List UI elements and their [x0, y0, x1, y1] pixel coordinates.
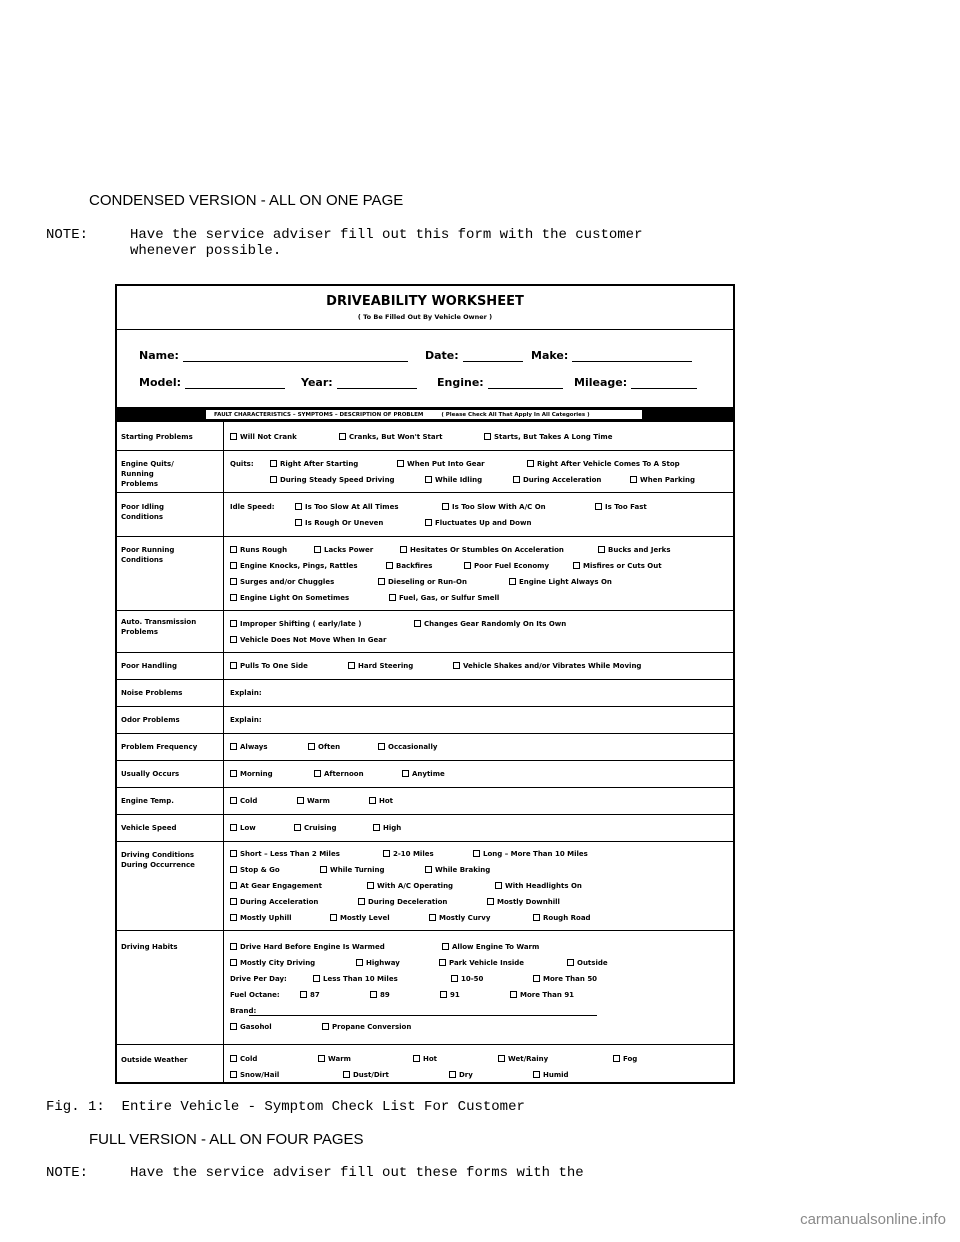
fuel-octane-label: Fuel Octane: [230, 991, 280, 999]
figure-caption: Fig. 1: Entire Vehicle - Symptom Check List For Customer [46, 1099, 525, 1115]
checkbox-option[interactable]: Anytime [402, 769, 445, 780]
checkbox-option[interactable]: Stop & Go [230, 865, 280, 876]
idle-speed-label: Idle Speed: [230, 503, 275, 511]
divider [117, 787, 733, 788]
brand-label: Brand: [230, 1007, 257, 1015]
category-outside-weather: Outside Weather [121, 1056, 188, 1064]
divider [117, 536, 733, 537]
divider [117, 930, 733, 931]
divider [117, 760, 733, 761]
checkbox-option[interactable]: Allow Engine To Warm [442, 942, 539, 953]
checkbox-option[interactable]: Fog [613, 1054, 637, 1065]
checkbox-option[interactable]: Backfires [386, 561, 432, 572]
drive-per-day-label: Drive Per Day: [230, 975, 287, 983]
checkbox-option[interactable]: Short – Less Than 2 Miles [230, 849, 340, 860]
checkbox-option[interactable]: Afternoon [314, 769, 364, 780]
model-field[interactable]: Model: [139, 376, 285, 389]
checkbox-option[interactable]: Snow/Hail [230, 1070, 279, 1081]
category-poor-running: Poor Running Conditions [121, 546, 175, 564]
checkbox-option[interactable]: Wet/Rainy [498, 1054, 548, 1065]
date-field[interactable]: Date: [425, 349, 523, 362]
checkbox-option[interactable]: Vehicle Shakes and/or Vibrates While Moving [453, 661, 641, 672]
checkbox-option[interactable]: Misfires or Cuts Out [573, 561, 662, 572]
checkbox-option[interactable]: During Deceleration [358, 897, 447, 908]
checkbox-option[interactable]: Is Rough Or Uneven [295, 518, 383, 529]
explain-odor-label: Explain: [230, 716, 262, 724]
checkbox-option[interactable]: Gasohol [230, 1022, 272, 1033]
checkbox-option[interactable]: With A/C Operating [367, 881, 453, 892]
column-divider [223, 422, 224, 1082]
checkbox-option[interactable]: While Idling [425, 475, 482, 486]
checkbox-option[interactable]: Runs Rough [230, 545, 287, 556]
note-2-line-1: Have the service adviser fill out these forms with the [130, 1165, 584, 1181]
checkbox-option[interactable]: Poor Fuel Economy [464, 561, 549, 572]
checkbox-option[interactable]: Long – More Than 10 Miles [473, 849, 588, 860]
checkbox-option[interactable]: Low [230, 823, 256, 834]
checkbox-option[interactable]: 10-50 [451, 974, 483, 985]
fault-characteristics-label: FAULT CHARACTERISTICS – SYMPTOMS – DESCRIPTION OF PROBLEM ( Please Check All That Apply In All Categories ) [205, 409, 643, 420]
checkbox-option[interactable]: Cranks, But Won't Start [339, 432, 442, 443]
checkbox-option[interactable]: Warm [318, 1054, 351, 1065]
checkbox-option[interactable]: Fuel, Gas, or Sulfur Smell [389, 593, 499, 604]
checkbox-option[interactable]: Surges and/or Chuggles [230, 577, 334, 588]
quits-label: Quits: [230, 460, 254, 468]
checkbox-option[interactable]: When Put Into Gear [397, 459, 485, 470]
checkbox-option[interactable]: While Braking [425, 865, 490, 876]
checkbox-option[interactable]: Less Than 10 Miles [313, 974, 398, 985]
divider [117, 1044, 733, 1045]
checkbox-option[interactable]: Is Too Slow With A/C On [442, 502, 546, 513]
checkbox-option[interactable]: Is Too Slow At All Times [295, 502, 399, 513]
category-poor-idling: Poor Idling Conditions [121, 503, 165, 521]
year-field[interactable]: Year: [301, 376, 417, 389]
checkbox-option[interactable]: Always [230, 742, 268, 753]
checkbox-option[interactable]: Warm [297, 796, 330, 807]
explain-noise-label: Explain: [230, 689, 262, 697]
checkbox-option[interactable]: Right After Starting [270, 459, 358, 470]
checkbox-option[interactable]: Is Too Fast [595, 502, 647, 513]
category-odor: Odor Problems [121, 716, 180, 724]
checkbox-option[interactable]: Humid [533, 1070, 569, 1081]
checkbox-option[interactable]: Mostly Level [330, 913, 390, 924]
category-poor-handling: Poor Handling [121, 662, 178, 670]
checkbox-option[interactable]: Engine Light On Sometimes [230, 593, 349, 604]
checkbox-option[interactable]: Mostly City Driving [230, 958, 315, 969]
checkbox-option[interactable]: When Parking [630, 475, 695, 486]
checkbox-option[interactable]: Changes Gear Randomly On Its Own [414, 619, 566, 630]
divider [117, 706, 733, 707]
checkbox-option[interactable]: During Acceleration [513, 475, 601, 486]
divider [117, 733, 733, 734]
checkbox-option[interactable]: Highway [356, 958, 400, 969]
checkbox-option[interactable]: Fluctuates Up and Down [425, 518, 531, 529]
checkbox-option[interactable]: With Headlights On [495, 881, 582, 892]
category-driving-conditions: Driving Conditions During Occurrence [121, 851, 195, 869]
category-auto-transmission: Auto. Transmission Problems [121, 618, 197, 636]
checkbox-option[interactable]: 91 [440, 990, 460, 1001]
engine-field[interactable]: Engine: [437, 376, 563, 389]
divider [117, 492, 733, 493]
checkbox-option[interactable]: Morning [230, 769, 273, 780]
checkbox-option[interactable]: Hot [413, 1054, 437, 1065]
checkbox-option[interactable]: Cold [230, 796, 257, 807]
checkbox-option[interactable]: Mostly Curvy [429, 913, 490, 924]
divider [117, 652, 733, 653]
checkbox-option[interactable]: Dieseling or Run-On [378, 577, 467, 588]
checkbox-option[interactable]: 89 [370, 990, 390, 1001]
category-driving-habits: Driving Habits [121, 943, 178, 951]
checkbox-option[interactable]: Occasionally [378, 742, 437, 753]
full-version-heading: FULL VERSION - ALL ON FOUR PAGES [89, 1131, 364, 1148]
checkbox-option[interactable]: Often [308, 742, 340, 753]
checkbox-option[interactable]: Outside [567, 958, 608, 969]
watermark: carmanualsonline.info [800, 1211, 946, 1228]
checkbox-option[interactable]: Will Not Crank [230, 432, 297, 443]
checkbox-option[interactable]: More Than 91 [510, 990, 574, 1001]
checkbox-option[interactable]: Pulls To One Side [230, 661, 308, 672]
checkbox-option[interactable]: Hot [369, 796, 393, 807]
name-field[interactable]: Name: [139, 349, 408, 362]
divider [117, 329, 733, 330]
category-vehicle-speed: Vehicle Speed [121, 824, 177, 832]
category-engine-quits: Engine Quits/ Running Problems [121, 460, 174, 488]
checkbox-option[interactable]: Mostly Uphill [230, 913, 292, 924]
checkbox-option[interactable]: Right After Vehicle Comes To A Stop [527, 459, 680, 470]
note-1-line-1: Have the service adviser fill out this form with the customer [130, 227, 643, 243]
driveability-worksheet [115, 284, 735, 1084]
checkbox-option[interactable]: Cruising [294, 823, 337, 834]
category-noise: Noise Problems [121, 689, 183, 697]
category-usually-occurs: Usually Occurs [121, 770, 180, 778]
category-starting: Starting Problems [121, 433, 193, 441]
condensed-version-heading: CONDENSED VERSION - ALL ON ONE PAGE [89, 192, 404, 209]
checkbox-option[interactable]: Engine Light Always On [509, 577, 612, 588]
checkbox-option[interactable]: Cold [230, 1054, 257, 1065]
checkbox-option[interactable]: Mostly Downhill [487, 897, 560, 908]
checkbox-option[interactable]: At Gear Engagement [230, 881, 322, 892]
mileage-field[interactable]: Mileage: [574, 376, 697, 389]
checkbox-option[interactable]: Drive Hard Before Engine Is Warmed [230, 942, 385, 953]
divider [117, 679, 733, 680]
checkbox-option[interactable]: While Turning [320, 865, 385, 876]
divider [117, 610, 733, 611]
note-2-label: NOTE: [46, 1165, 89, 1181]
note-1-label: NOTE: [46, 227, 89, 243]
checkbox-option[interactable]: More Than 50 [533, 974, 597, 985]
checkbox-option[interactable]: During Acceleration [230, 897, 318, 908]
checkbox-option[interactable]: Starts, But Takes A Long Time [484, 432, 612, 443]
checkbox-option[interactable]: Hard Steering [348, 661, 413, 672]
checkbox-option[interactable]: Dust/Dirt [343, 1070, 389, 1081]
checkbox-option[interactable]: Engine Knocks, Pings, Rattles [230, 561, 358, 572]
checkbox-option[interactable]: Dry [449, 1070, 473, 1081]
brand-input-line[interactable] [249, 1015, 597, 1016]
checkbox-option[interactable]: Park Vehicle Inside [439, 958, 524, 969]
checkbox-option[interactable]: Hesitates Or Stumbles On Acceleration [400, 545, 564, 556]
note-1-line-2: whenever possible. [130, 243, 282, 259]
checkbox-option[interactable]: Propane Conversion [322, 1022, 411, 1033]
checkbox-option[interactable]: Rough Road [533, 913, 591, 924]
divider [117, 814, 733, 815]
worksheet-title: DRIVEABILITY WORKSHEET [326, 294, 524, 309]
checkbox-option[interactable]: Improper Shifting ( early/late ) [230, 619, 361, 630]
checkbox-option[interactable]: 2-10 Miles [383, 849, 434, 860]
checkbox-option[interactable]: Vehicle Does Not Move When In Gear [230, 635, 386, 646]
category-engine-temp: Engine Temp. [121, 797, 174, 805]
checkbox-option[interactable]: During Steady Speed Driving [270, 475, 395, 486]
checkbox-option[interactable]: High [373, 823, 401, 834]
checkbox-option[interactable]: Bucks and Jerks [598, 545, 671, 556]
make-field[interactable]: Make: [531, 349, 692, 362]
divider [117, 450, 733, 451]
divider [117, 841, 733, 842]
checkbox-option[interactable]: 87 [300, 990, 320, 1001]
worksheet-subtitle: ( To Be Filled Out By Vehicle Owner ) [357, 313, 493, 321]
category-frequency: Problem Frequency [121, 743, 198, 751]
checkbox-option[interactable]: Lacks Power [314, 545, 373, 556]
